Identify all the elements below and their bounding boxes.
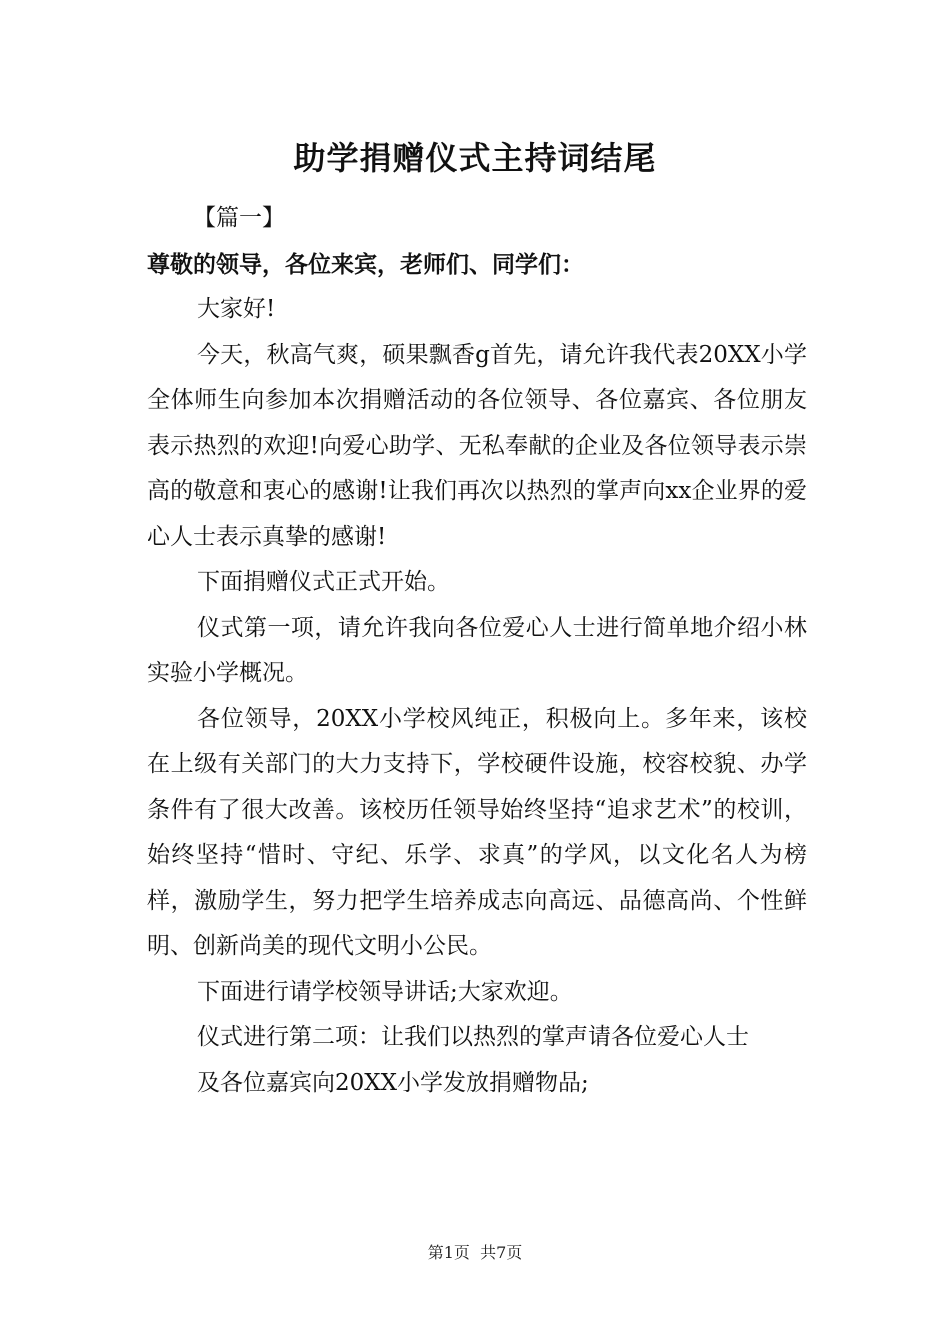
paragraph-1: 大家好! [197,296,276,322]
paragraph-7: 仪式进行第二项：让我们以热烈的掌声请各位爱心人士 [197,1024,749,1050]
paragraph-6: 下面进行请学校领导讲话;大家欢迎。 [197,978,573,1005]
paragraph-8: 及各位嘉宾向20XX小学发放捐赠物品; [197,1069,589,1096]
page-number: 第1页 [427,1243,470,1262]
paragraph-4: 仪式第一项，请允许我向各位爱心人士进行简单地介绍小林实验小学概况。 [147,614,807,686]
section-label: 【篇一】 [193,205,285,231]
greeting-line: 尊敬的领导，各位来宾，老师们、同学们： [147,250,584,278]
document-title: 助学捐赠仪式主持词结尾 [293,139,657,177]
page-footer [0,1241,950,1265]
paragraph-2: 今天，秋高气爽，硕果飘香g首先，请允许我代表20XX小学全体师生向参加本次捐赠活动的各位领导、各位嘉宾、各位朋友表示热烈的欢迎!向爱心助学、无私奉献的企业及各位领导表示崇高的敬意和衷心的感谢!让我们再次以热烈的掌声向xx企业界的爱心人士表示真挚的感谢! [147,341,807,550]
document-body [147,196,807,1106]
paragraph-5: 各位领导，20XX小学校风纯正，积极向上。多年来，该校在上级有关部门的大力支持下，学校硬件设施，校容校貌、办学条件有了很大改善。该校历任领导始终坚持“追求艺术”的校训，始终坚持“惜时、守纪、乐学、求真”的学风，以文化名人为榜样，激励学生，努力把学生培养成志向高远、品德高尚、个性鲜明、创新尚美的现代文明小公民。 [147,705,807,959]
page-total: 共7页 [480,1243,523,1262]
paragraph-3: 下面捐赠仪式正式开始。 [197,569,450,595]
footer-gap [470,1243,480,1262]
